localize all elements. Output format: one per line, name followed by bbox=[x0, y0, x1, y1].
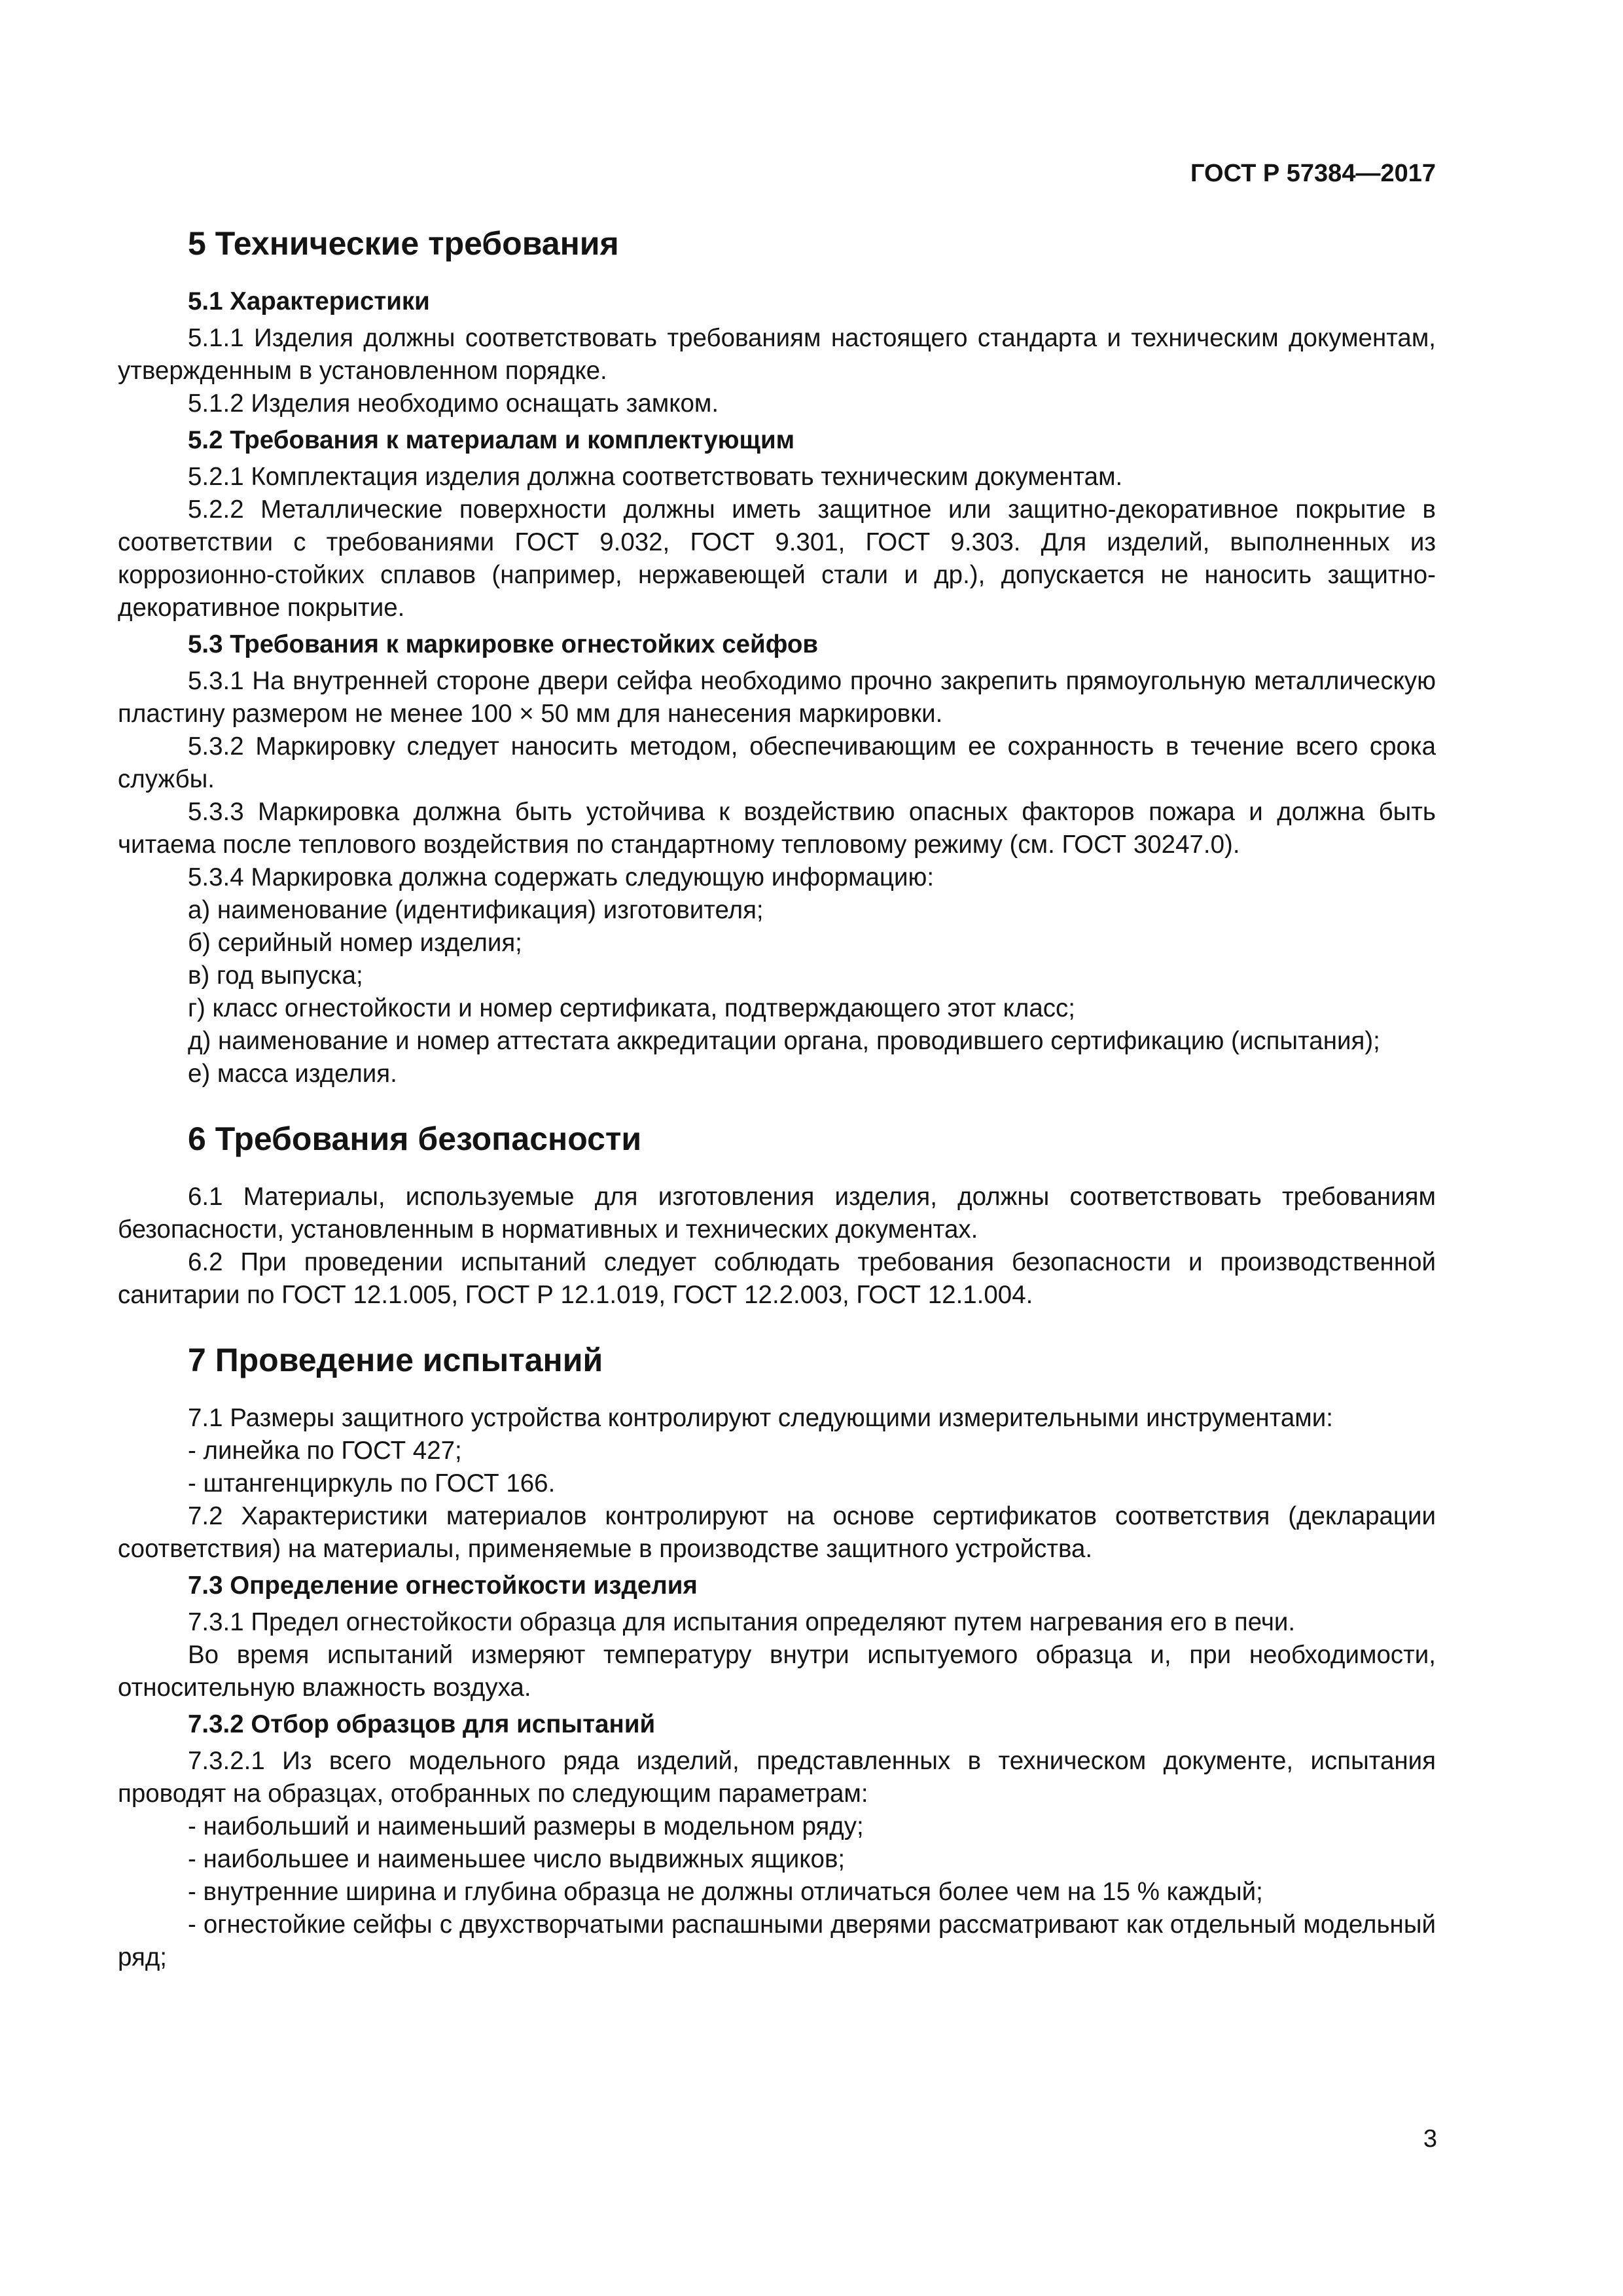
list-item: е) масса изделия. bbox=[188, 1060, 397, 1088]
section-heading: 5 Технические требования bbox=[188, 225, 619, 262]
paragraph: 5.3.1 На внутренней стороне двери сейфа необходимо прочно закрепить прямоугольную металлическую пластину размером не менее 100 × 50 мм для нанесения маркировки. bbox=[118, 667, 1436, 728]
subsection-heading: 7.3 Определение огнестойкости изделия bbox=[188, 1571, 698, 1600]
paragraph: 7.2 Характеристики материалов контролируют на основе сертификатов соответствия (декларации соответствия) на материалы, применяемые в производстве защитного устройства. bbox=[118, 1502, 1436, 1563]
paragraph: 5.2.1 Комплектация изделия должна соответствовать техническим документам. bbox=[188, 463, 1123, 491]
list-item: а) наименование (идентификация) изготовителя; bbox=[188, 896, 764, 924]
subsection-heading: 5.3 Требования к маркировке огнестойких сейфов bbox=[188, 630, 819, 658]
section-heading: 7 Проведение испытаний bbox=[188, 1342, 603, 1378]
subsection-heading: 5.1 Характеристики bbox=[188, 287, 430, 315]
subsection-heading: 7.3.2 Отбор образцов для испытаний bbox=[188, 1710, 656, 1738]
list-item: в) год выпуска; bbox=[188, 961, 363, 990]
page-number: 3 bbox=[1423, 2125, 1437, 2153]
paragraph: 7.3.2.1 Из всего модельного ряда изделий, представленных в техническом документе, испытания проводят на образцах, отобранных по следующим параметрам: bbox=[118, 1747, 1436, 1808]
list-item: - внутренние ширина и глубина образца не должны отличаться более чем на 15 % каждый; bbox=[188, 1878, 1263, 1906]
paragraph: Во время испытаний измеряют температуру внутри испытуемого образца и, при необходимости, относительную влажность воздуха. bbox=[118, 1641, 1436, 1702]
document-code-header: ГОСТ Р 57384—2017 bbox=[1190, 160, 1436, 187]
paragraph: 5.1.2 Изделия необходимо оснащать замком. bbox=[188, 389, 719, 418]
paragraph: 5.3.2 Маркировку следует наносить методом, обеспечивающим ее сохранность в течение всего срока службы. bbox=[118, 732, 1436, 793]
list-item: г) класс огнестойкости и номер сертификата, подтверждающего этот класс; bbox=[188, 994, 1075, 1022]
paragraph: 6.1 Материалы, используемые для изготовления изделия, должны соответствовать требованиям безопасности, установленным в нормативных и технических документах. bbox=[118, 1183, 1436, 1244]
paragraph: 7.3.1 Предел огнестойкости образца для испытания определяют путем нагревания его в печи. bbox=[188, 1608, 1296, 1636]
paragraph: 5.1.1 Изделия должны соответствовать требованиям настоящего стандарта и техническим документам, утвержденным в установленном порядке. bbox=[118, 324, 1436, 385]
paragraph: 7.1 Размеры защитного устройства контролируют следующими измерительными инструментами: bbox=[188, 1404, 1333, 1432]
paragraph: - огнестойкие сейфы с двухстворчатыми распашными дверями рассматривают как отдельный модельный ряд; bbox=[118, 1910, 1436, 1971]
section-heading: 6 Требования безопасности bbox=[188, 1121, 642, 1157]
subsection-heading: 5.2 Требования к материалам и комплектующим bbox=[188, 426, 795, 454]
paragraph: 5.3.4 Маркировка должна содержать следующую информацию: bbox=[188, 863, 935, 891]
document-body bbox=[118, 224, 1436, 1974]
list-item: б) серийный номер изделия; bbox=[188, 929, 522, 957]
list-item: - наибольший и наименьший размеры в модельном ряду; bbox=[188, 1812, 864, 1840]
paragraph: 5.2.2 Металлические поверхности должны иметь защитное или защитно-декоративное покрытие в соответствии с требованиями ГОСТ 9.032, ГОСТ 9.301, ГОСТ 9.303. Для изделий, выполненных из коррозионно-стойких сплавов (например, нержавеющей стали и др.), допускается не наносить защитно-декоративное покрытие. bbox=[118, 495, 1436, 622]
paragraph: 6.2 При проведении испытаний следует соблюдать требования безопасности и производственной санитарии по ГОСТ 12.1.005, ГОСТ Р 12.1.019, ГОСТ 12.2.003, ГОСТ 12.1.004. bbox=[118, 1248, 1436, 1309]
paragraph: д) наименование и номер аттестата аккредитации органа, проводившего сертификацию (испытания); bbox=[188, 1027, 1380, 1055]
list-item: - штангенциркуль по ГОСТ 166. bbox=[188, 1469, 556, 1498]
list-item: - линейка по ГОСТ 427; bbox=[188, 1437, 462, 1465]
list-item: - наибольшее и наименьшее число выдвижных ящиков; bbox=[188, 1845, 846, 1873]
paragraph: 5.3.3 Маркировка должна быть устойчива к воздействию опасных факторов пожара и должна быть читаема после теплового воздействия по стандартному тепловому режиму (см. ГОСТ 30247.0). bbox=[118, 798, 1436, 859]
